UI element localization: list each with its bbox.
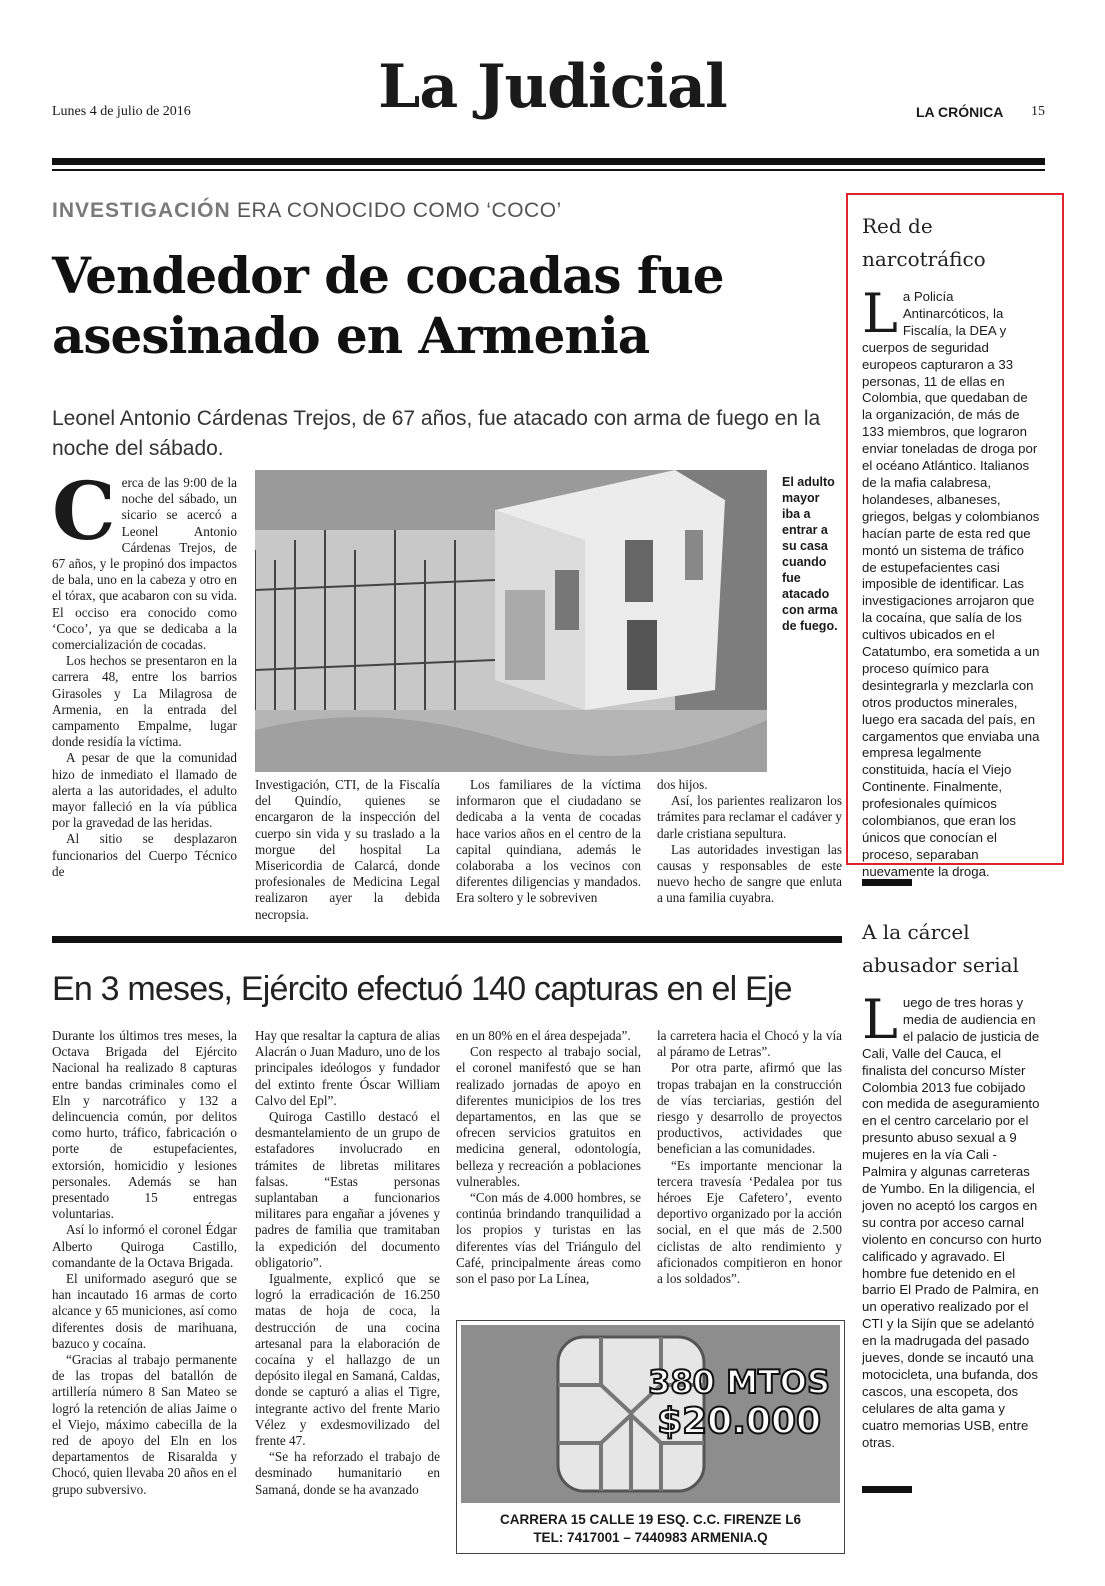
photo-caption: El adulto mayor iba a entrar a su casa cuando fue atacado con arma de fuego. — [782, 475, 838, 633]
sidebar-title: A la cárcel abusador serial — [862, 920, 1019, 977]
sidebar-body: Luego de tres horas y media de audiencia en el palacio de justicia de Cali, Valle del Cauca, el finalista del concurso Míster Colombia 2013 fue cobijado con medida de aseguramiento en el centro carcelario por el presunto abuso sexual a 9 mujeres en la vía Cali - Palmira y algunas carreteras de Yumbo. En la diligencia, el joven no aceptó los cargos en su contra por acceso carnal violento en concurso con hurto calificado y agravado. El hombre fue detenido en el barrio El Prado de Palmira, en un operativo realizado por el CTI y la Sijín que se adelantó en la madrugada del pasado jueves, donde se incautó una motocicleta, una bufanda, dos cascos, una escopeta, dos celulares de alta gama y cuatro memorias USB, entre otras. — [862, 988, 1042, 1450]
main-deck: Leonel Antonio Cárdenas Trejos, de 67 años, fue atacado con arma de fuego en la noche del sábado. — [52, 407, 821, 460]
second-column-3: en un 80% en el área despejada”. Con respecto al trabajo social, el coronel manifestó que se han realizado jornadas de apoyo en diferentes municipios de los tres departamentos, en las que se ofrecen servicios gratuitos en medicina general, odontología, belleza y recreación a poblaciones vulnerables. “Con más de 4.000 hombres, se continúa brindando tranquilidad a los propios y turistas en las diferentes vías del Triángulo del Café, principalmente áreas como son el paso por La Línea, — [456, 1028, 641, 1287]
story-separator — [52, 936, 842, 943]
advertisement — [456, 1320, 845, 1554]
ad-offer: 380 MTOS $20.000 — [648, 1363, 830, 1442]
page-number: 15 — [1031, 104, 1045, 119]
main-column-3: Los familiares de la víctima informaron que el ciudadano se dedicaba a la venta de cocadas hace varios años en el centro de la capital quindiana, además le colaboraba a los vecinos con diferentes diligencias y mandados. Era soltero y le sobreviven — [456, 777, 641, 906]
main-column-2: Investigación, CTI, de la Fiscalía del Quindío, quienes se encargaron de la inspección del cuerpo sin vida y su traslado a la morgue del hospital La Misericordia de Calarcá, donde profesionales de Medicina Legal realizaron ayer la debida necropsia. — [255, 777, 440, 922]
second-headline: En 3 meses, Ejército efectuó 140 capturas en el Eje — [52, 970, 792, 1008]
second-column-2: Hay que resaltar la captura de alias Alacrán o Juan Maduro, uno de los principales ideólogos y fundador del extinto frente Óscar William Calvo del Epl”. Quiroga Castillo destacó el desmantelamiento de un grupo de estafadores involucrado en trámites de libretas militares falsas. “Estas personas suplantaban a funcionarios militares para engañar a jóvenes y padres de familia que tramitaban la expedición del documento obligatorio”. Igualmente, explicó que se logró la erradicación de 16.250 matas de hoja de coca, la destrucción de una cocina artesanal para la elaboración de cocaína y el hallazgo de un depósito ilegal en Samaná, Caldas, donde se capturó a alias el Tigre, integrante activo del frente Mario Vélez y exdesmovilizado del frente 47. “Se ha reforzado el trabajo de desminado humanitario en Samaná, donde se ha avanzado — [255, 1028, 440, 1497]
sidebar-body: La Policía Antinarcóticos, la Fiscalía, la DEA y cuerpos de seguridad europeos capturaron a 33 personas, 11 de ellas en Colombia, que quedaban de la organización, de más de 133 miembros, que lograron enviar toneladas de droga por el océano Atlántico. Italianos de la mafia calabresa, holandeses, albaneses, griegos, belgas y colombianos hacían parte de esta red que montó un sistema de tráfico de estupefacientes casi imposible de identificar. Las investigaciones arrojaron que la cocaína, que salía de los cultivos ubicados en el Catatumbo, era sometida a un proceso químico para desintegrarla y mezclarla con otros productos minerales, luego era sacada del país, en cargamentos que enviaba una empresa legalmente constituida, hacía el Viejo Continente. Finalmente, profesionales químicos colombianos, que eran los únicos que conocían el proceso, separaban nuevamente la droga. — [862, 282, 1040, 879]
sidebar-rule — [862, 879, 912, 886]
dropcap: L — [862, 282, 898, 345]
dropcap: L — [862, 988, 898, 1051]
house-photo — [255, 470, 767, 772]
newspaper-name: LA CRÓNICA — [916, 104, 1004, 120]
story-kicker: INVESTIGACIÓN ERA CONOCIDO COMO ‘COCO’ — [52, 199, 562, 222]
main-column-4: dos hijos. Así, los parientes realizaron los trámites para reclamar el cadáver y darle cristiana sepultura. Las autoridades investigan las causas y responsables de este nuevo hecho de sangre que enluta a una familia cuyabra. — [657, 777, 842, 906]
main-column-1: Cerca de las 9:00 de la noche del sábado, un sicario se acercó a Leonel Antonio Cárdenas Trejos, de 67 años, y le propinó dos impactos de bala, uno en la cabeza y otro en el tórax, que acabaron con su vida. El occiso era conocido como ‘Coco’, ya que se dedicaba a la comercialización de cocadas. Los hechos se presentaron en la carrera 48, entre los barrios Girasoles y La Milagrosa de Armenia, en la entrada del campamento Empalme, lugar donde residía la víctima. A pesar de que la comunidad hizo de inmediato el llamado de alerta a las autoridades, el adulto mayor falleció en la vía pública por la gravedad de las heridas. Al sitio se desplazaron funcionarios del Cuerpo Técnico de — [52, 464, 237, 879]
section-title: La Judicial — [378, 52, 727, 122]
sidebar-title: Red de narcotráfico — [862, 214, 986, 271]
main-headline: Vendedor de cocadas fue asesinado en Armenia — [52, 246, 724, 365]
header-rule-thick — [52, 158, 1045, 165]
ad-footer: CARRERA 15 CALLE 19 ESQ. C.C. FIRENZE L6 TEL: 7417001 – 7440983 ARMENIA.Q — [499, 1512, 802, 1545]
header-rule-thin — [52, 169, 1045, 171]
second-column-1: Durante los últimos tres meses, la Octava Brigada del Ejército Nacional ha realizado 8 capturas entre bandas criminales como el Eln y narcotráfico y 132 a delincuencia común, por delitos como hurto, tráfico, fabricación o porte de estupefacientes, extorsión, homicidio y lesiones personales. Además se han presentado 15 entregas voluntarias. Así lo informó el coronel Édgar Alberto Quiroga Castillo, comandante de la Octava Brigada. El uniformado aseguró que se han incautado 16 armas de corto alcance y 65 municiones, así como diferentes dosis de marihuana, bazuco y cocaína. “Gracias al trabajo permanente de las tropas del batallón de artillería número 8 San Mateo se logró la retención de alias Jaime o el Viejo, máximo cabecilla de la red de apoyo del Eln en los departamentos de Risaralda y Chocó, quien llevaba 20 años en el grupo subversivo. — [52, 1028, 237, 1497]
second-column-4: la carretera hacia el Chocó y la vía al páramo de Letras”. Por otra parte, afirmó que las tropas trabajan en la construcción de vías terciarias, gestión del riesgo y desarrollo de proyectos productivos, actividades que benefician a las comunidades. “Es importante mencionar la tercera travesía ‘Pedalea por tus héroes Eje Cafetero’, evento deportivo organizado por la acción social, en el que más de 2.500 ciclistas de alto rendimiento y aficionados compitieron en honor a los soldados”. — [657, 1028, 842, 1287]
sidebar-rule — [862, 1486, 912, 1493]
dropcap: C — [52, 464, 116, 558]
ad-banner — [461, 1325, 840, 1503]
issue-date: Lunes 4 de julio de 2016 — [52, 104, 191, 119]
